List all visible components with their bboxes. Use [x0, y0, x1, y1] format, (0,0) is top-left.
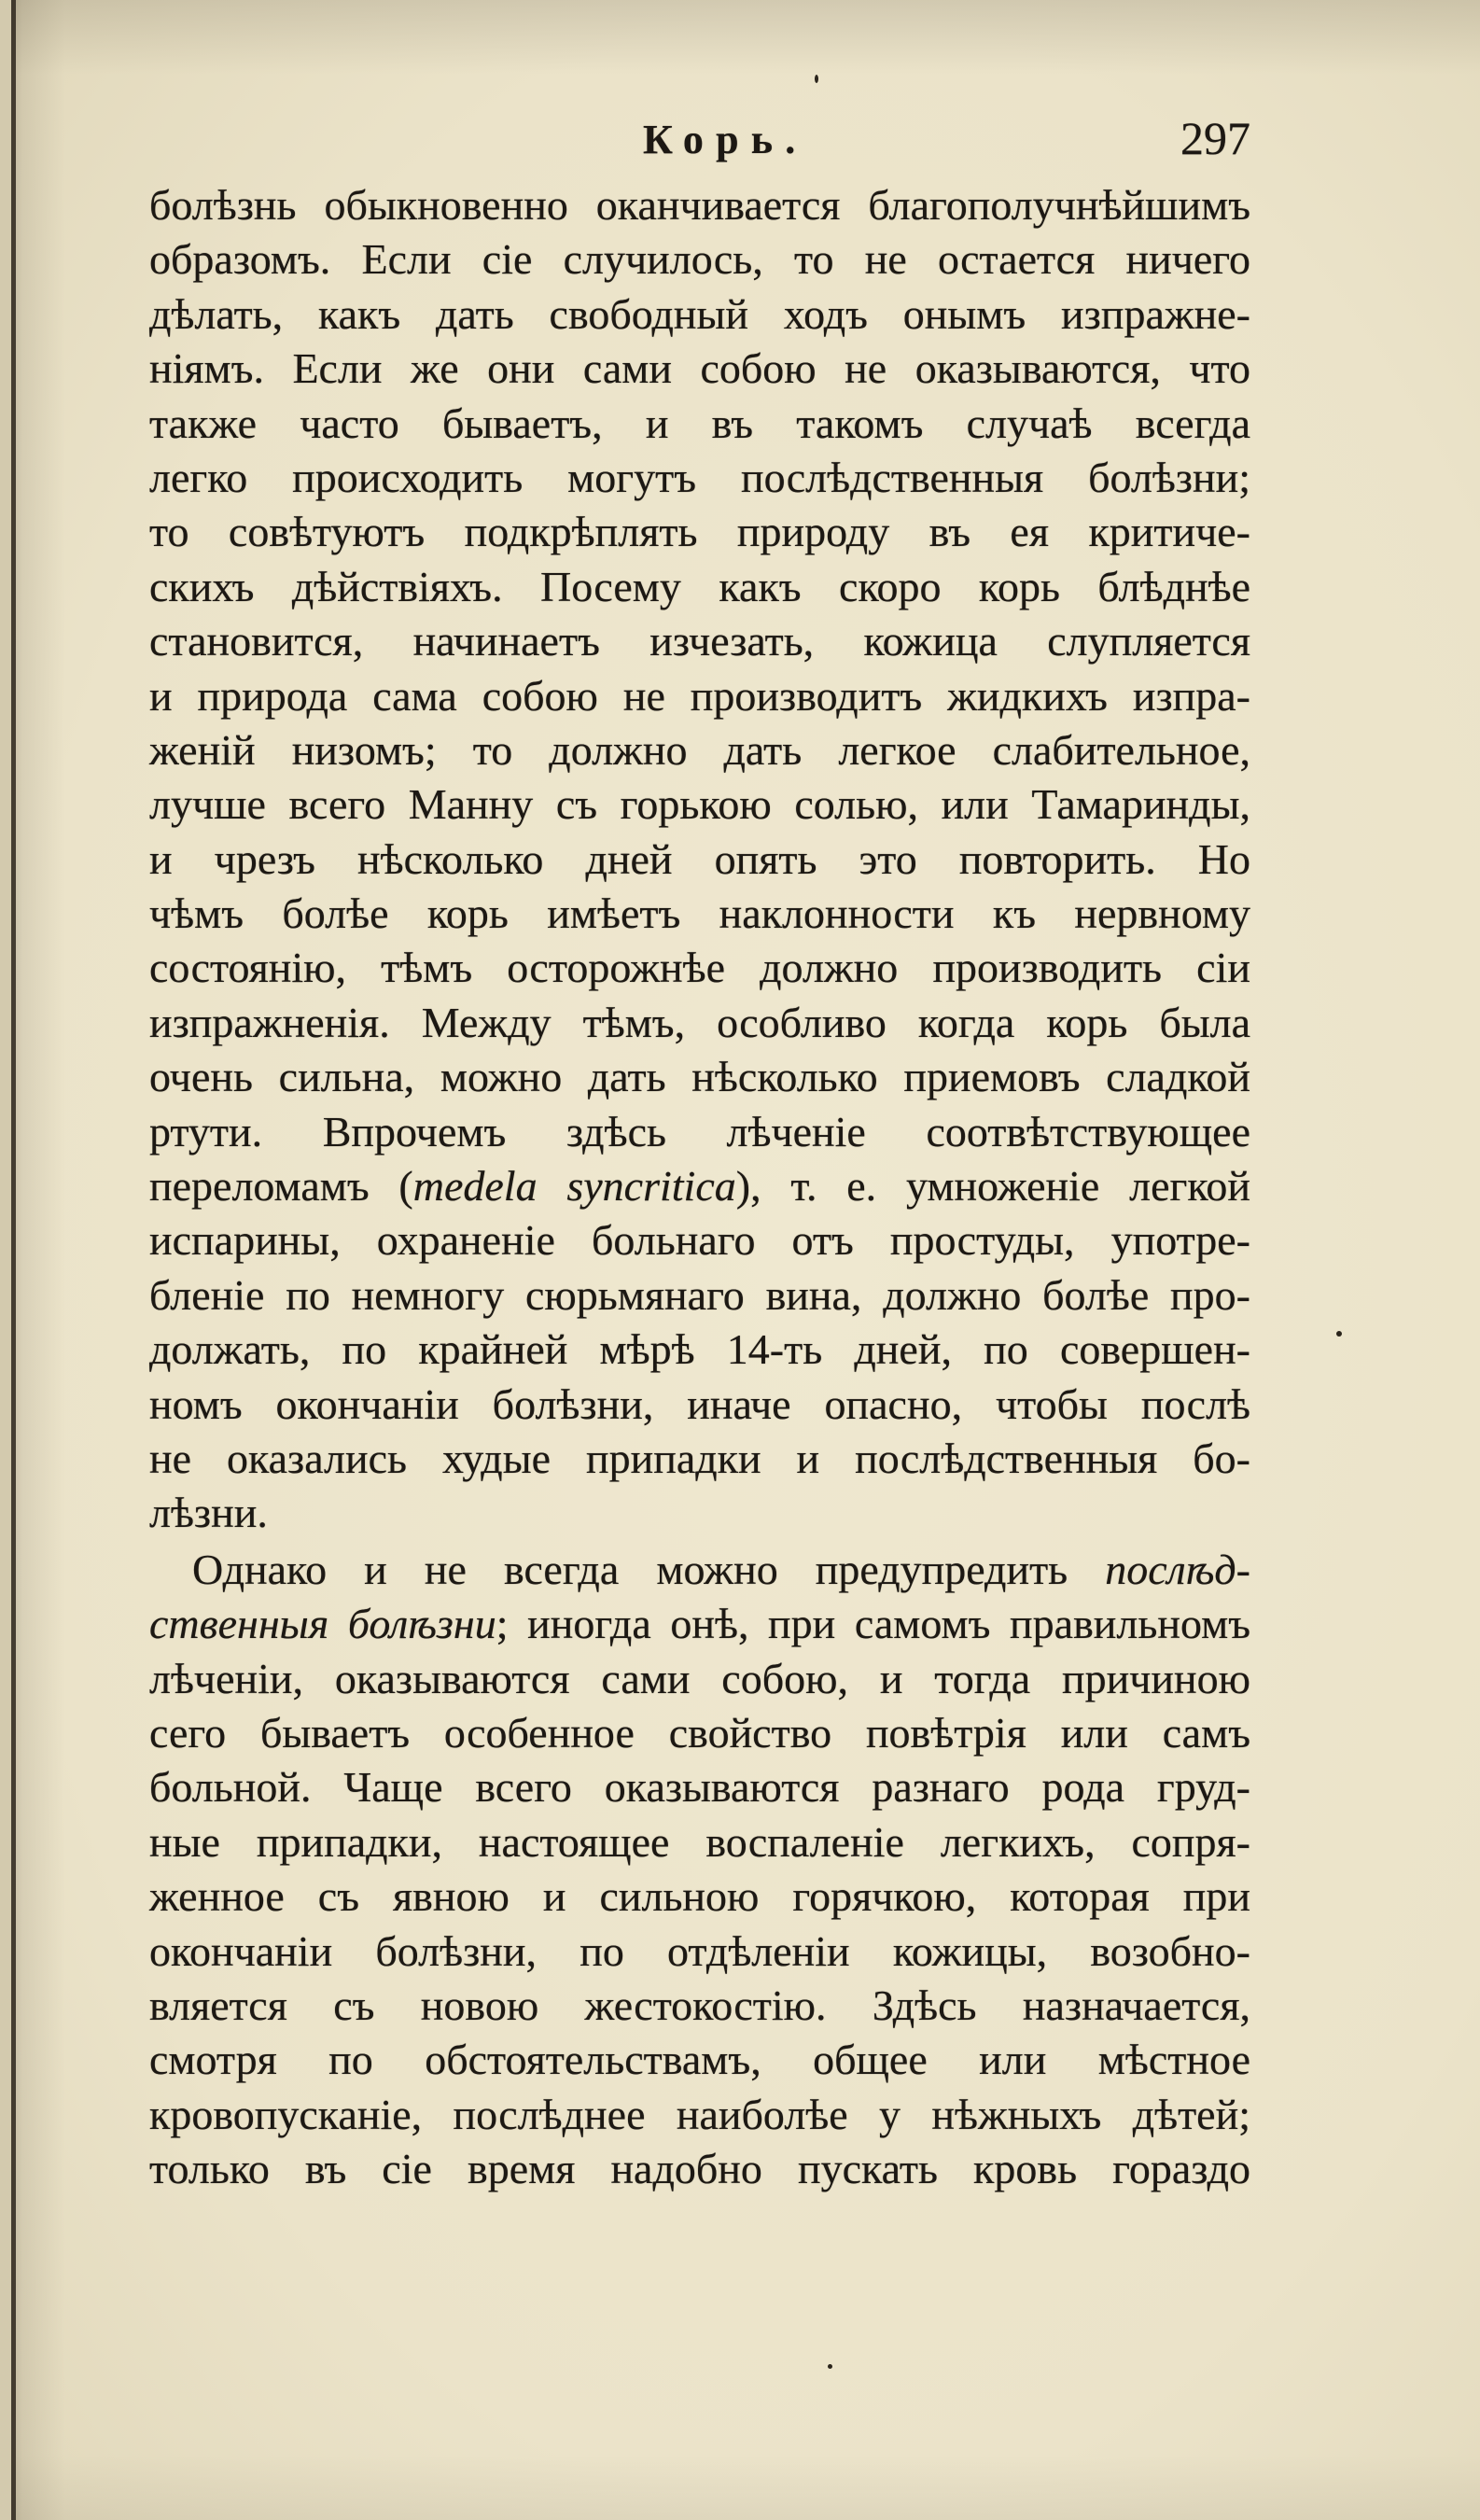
- text-line: только въ сіе время надобно пускать кровь гораздо: [149, 2145, 1250, 2193]
- text-line: лѣзни.: [149, 1489, 268, 1537]
- paper-speck: [828, 2364, 832, 2369]
- text-line-with-italic-term: [149, 1597, 1250, 1651]
- paper-speck: [1336, 1331, 1342, 1337]
- text-line: то совѣтуютъ подкрѣплять природу въ ея критиче-: [149, 508, 1250, 556]
- paper-speck: [815, 75, 818, 83]
- text-segment: Однако и не всегда можно предупредить: [192, 1545, 1068, 1593]
- page-number: 297: [1180, 112, 1250, 164]
- text-line: очень сильна, можно дать нѣсколько приемовъ сладкой: [149, 1053, 1250, 1101]
- text-line: смотря по обстоятельствамъ, общее или мѣстное: [149, 2036, 1250, 2084]
- text-line: лѣченіи, оказываются сами собою, и тогда причиною: [149, 1654, 1250, 1702]
- text-line: ртути. Впрочемъ здѣсь лѣченіе соотвѣтствующее: [149, 1107, 1250, 1155]
- text-line: испарины, охраненіе больнаго отъ простуды, употре-: [149, 1216, 1250, 1265]
- text-line: номъ окончаніи болѣзни, иначе опасно, чтобы послѣ: [149, 1379, 1250, 1428]
- page-edge: [0, 0, 11, 2520]
- text-line: женное съ явною и сильною горячкою, которая при: [149, 1872, 1250, 1921]
- text-line: скихъ дѣйствіяхъ. Посему какъ скоро корь блѣднѣе: [149, 562, 1250, 610]
- text-line: сего бываетъ особенное свойство повѣтрія или самъ: [149, 1708, 1250, 1757]
- text-line: чѣмъ болѣе корь имѣетъ наклонности къ нервному: [149, 889, 1250, 938]
- text-line-with-italic-term: [149, 1543, 1250, 1597]
- text-line: лучше всего Манну съ горькою солью, или Тамаринды,: [149, 780, 1250, 829]
- text-line: становится, начинаетъ изчезать, кожица слупляется: [149, 617, 1250, 665]
- text-line: и природа сама собою не производитъ жидкихъ изпра-: [149, 671, 1250, 720]
- text-segment: ; иногда онѣ, при самомъ правильномъ: [496, 1600, 1250, 1648]
- text-line: также часто бываетъ, и въ такомъ случаѣ всегда: [149, 399, 1250, 447]
- text-line: образомъ. Если сіе случилось, то не остается ничего: [149, 235, 1250, 284]
- text-line: должать, по крайней мѣрѣ 14-ть дней, по совершен-: [149, 1325, 1250, 1374]
- page-edge-line: [11, 0, 16, 2520]
- paragraph: [149, 178, 1250, 1541]
- running-title: Корь.: [643, 117, 808, 162]
- text-line-with-latin-term: [149, 1159, 1250, 1213]
- text-line: болѣзнь обыкновенно оканчивается благополучнѣйшимъ: [149, 181, 1250, 229]
- text-line: вляется съ новою жестокостію. Здѣсь назначается,: [149, 1981, 1250, 2029]
- text-line: состоянію, тѣмъ осторожнѣе должно производить сіи: [149, 944, 1250, 992]
- text-line: дѣлать, какъ дать свободный ходъ онымъ изпражне-: [149, 289, 1250, 338]
- text-line: ные припадки, настоящее воспаленіе легкихъ, сопря-: [149, 1817, 1250, 1866]
- text-line: женій низомъ; то должно дать легкое слабительное,: [149, 725, 1250, 774]
- text-line: не оказались худые припадки и послѣдственныя бо-: [149, 1434, 1250, 1482]
- text-line: окончаніи болѣзни, по отдѣленіи кожицы, возобно-: [149, 1926, 1250, 1975]
- latin-term: medela syncritica: [412, 1162, 736, 1211]
- text-line: ніямъ. Если же они сами собою не оказываются, что: [149, 344, 1250, 393]
- text-line: кровопусканіе, послѣднее наиболѣе у нѣжныхъ дѣтей;: [149, 2090, 1250, 2138]
- text-line: бленіе по немногу сюрьмянаго вина, должно болѣе про-: [149, 1270, 1250, 1319]
- text-segment: ), т. е. умноженіе легкой: [735, 1162, 1250, 1211]
- italic-term: ственныя болѣзни: [149, 1600, 496, 1648]
- text-block: [149, 178, 1250, 2196]
- text-line: и чрезъ нѣсколько дней опять это повторить. Но: [149, 834, 1250, 883]
- text-line: больной. Чаще всего оказываются разнаго рода груд-: [149, 1763, 1250, 1812]
- italic-term: послѣд-: [1105, 1545, 1250, 1593]
- text-segment: переломамъ (: [149, 1162, 413, 1211]
- paragraph: [149, 1543, 1250, 2197]
- text-line: изпражненія. Между тѣмъ, особливо когда корь была: [149, 998, 1250, 1046]
- text-line: легко происходить могутъ послѣдственныя болѣзни;: [149, 453, 1250, 501]
